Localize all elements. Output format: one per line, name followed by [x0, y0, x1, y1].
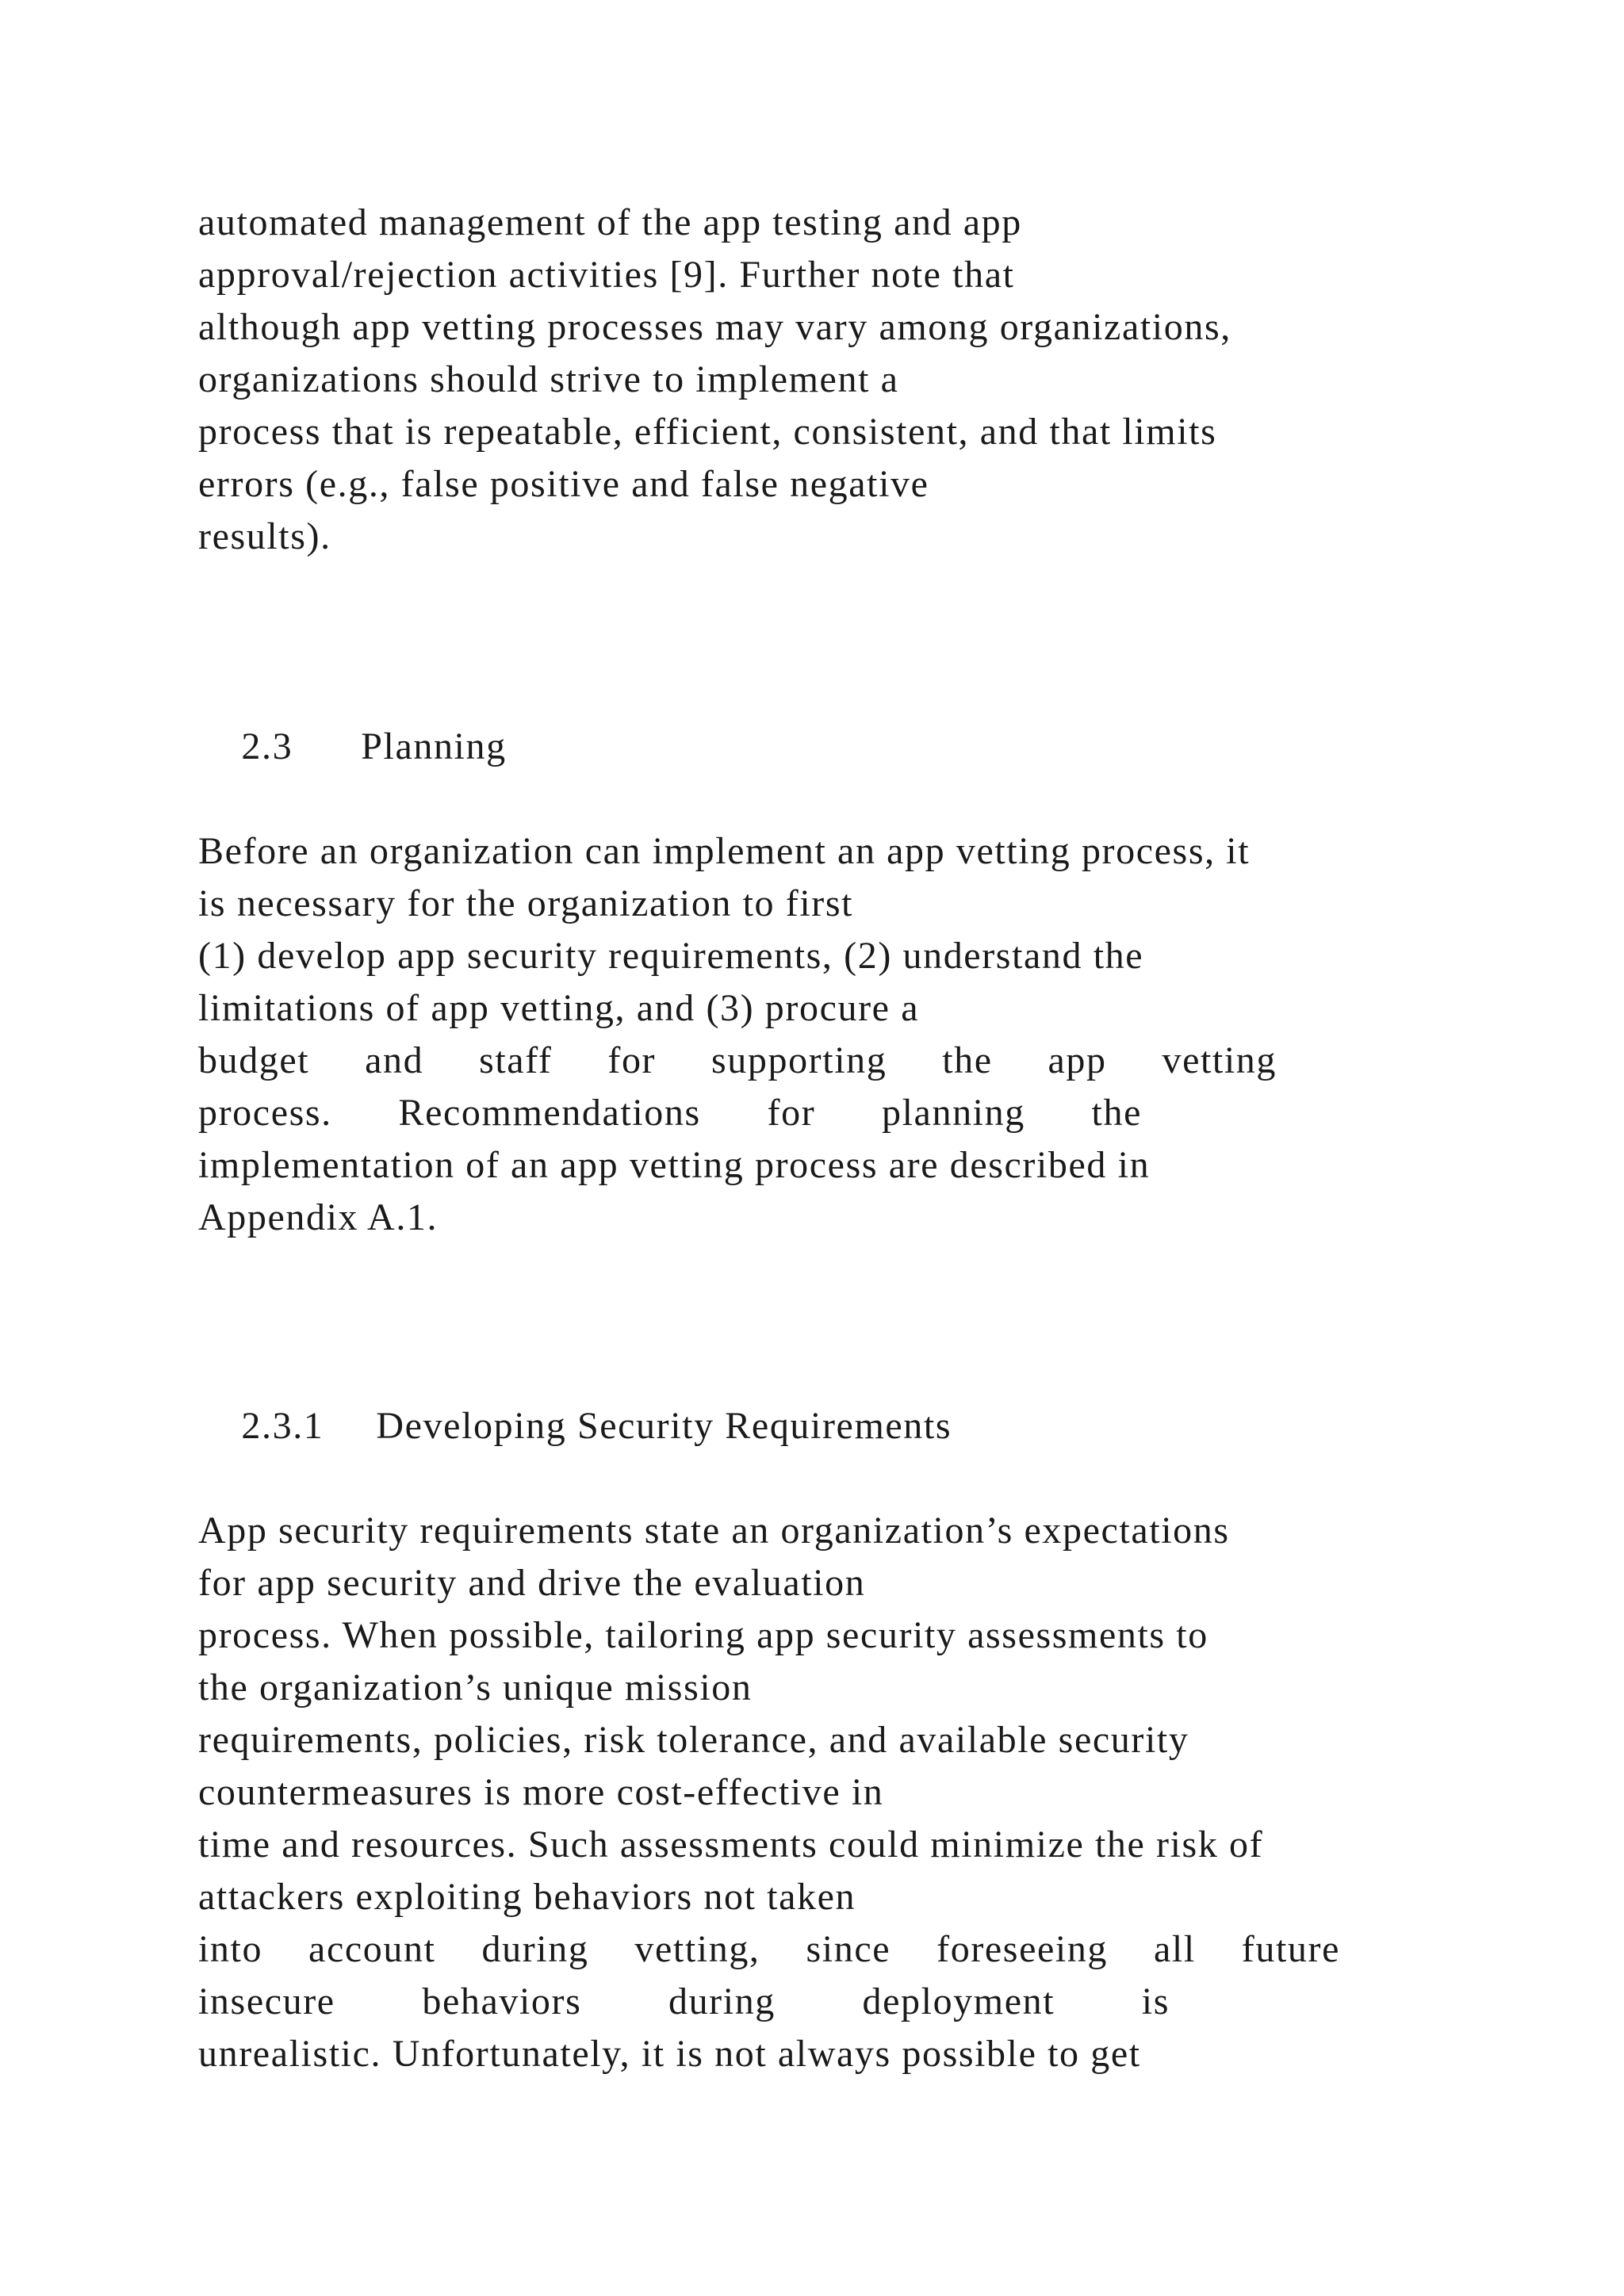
section-number: 2.3	[241, 725, 293, 767]
paragraph-line: requirements, policies, risk tolerance, and available security	[198, 1719, 1189, 1761]
paragraph-line: errors (e.g., false positive and false negative	[198, 463, 929, 505]
paragraph-line: unrealistic. Unfortunately, it is not always possible to get	[198, 2033, 1141, 2075]
paragraph-line: countermeasures is more cost-effective in	[198, 1771, 884, 1813]
paragraph-line: results).	[198, 515, 331, 557]
paragraph-line: time and resources. Such assessments could minimize the risk of	[198, 1823, 1264, 1866]
paragraph-line: approval/rejection activities [9]. Further note that	[198, 254, 1015, 296]
paragraph-line: for app security and drive the evaluation	[198, 1562, 866, 1604]
paragraph-line: process that is repeatable, efficient, consistent, and that limits	[198, 411, 1217, 453]
subsection-heading	[198, 1348, 952, 1505]
section-heading	[198, 668, 507, 825]
paragraph-line: Before an organization can implement an app vetting process, it	[198, 830, 1251, 872]
paragraph-line: although app vetting processes may vary among organizations,	[198, 306, 1231, 348]
paragraph-line: process. Recommendations for planning the	[198, 1092, 1142, 1134]
paragraph-line: organizations should strive to implement a	[198, 358, 899, 400]
paragraph-line: is necessary for the organization to first	[198, 882, 854, 924]
paragraph-line: budget and staff for supporting the app vetting	[198, 1039, 1277, 1081]
paragraph-line: insecure behaviors during deployment is	[198, 1980, 1170, 2022]
paragraph-line: automated management of the app testing and app	[198, 201, 1022, 243]
paragraph-line: process. When possible, tailoring app security assessments to	[198, 1614, 1208, 1656]
section-title: Developing Security Requirements	[376, 1405, 952, 1447]
paragraph-line: into account during vetting, since foreseeing all future	[198, 1928, 1340, 1970]
paragraph-line: limitations of app vetting, and (3) procure a	[198, 987, 920, 1029]
paragraph-line: attackers exploiting behaviors not taken	[198, 1876, 856, 1918]
paragraph-line: (1) develop app security requirements, (2) understand the	[198, 935, 1144, 977]
section-number: 2.3.1	[241, 1405, 324, 1447]
paragraph-line: App security requirements state an organization’s expectations	[198, 1510, 1230, 1552]
section-title: Planning	[361, 725, 507, 767]
paragraph-line: implementation of an app vetting process are described in	[198, 1144, 1151, 1186]
paragraph-line: the organization’s unique mission	[198, 1667, 753, 1709]
paragraph-line: Appendix A.1.	[198, 1196, 439, 1238]
